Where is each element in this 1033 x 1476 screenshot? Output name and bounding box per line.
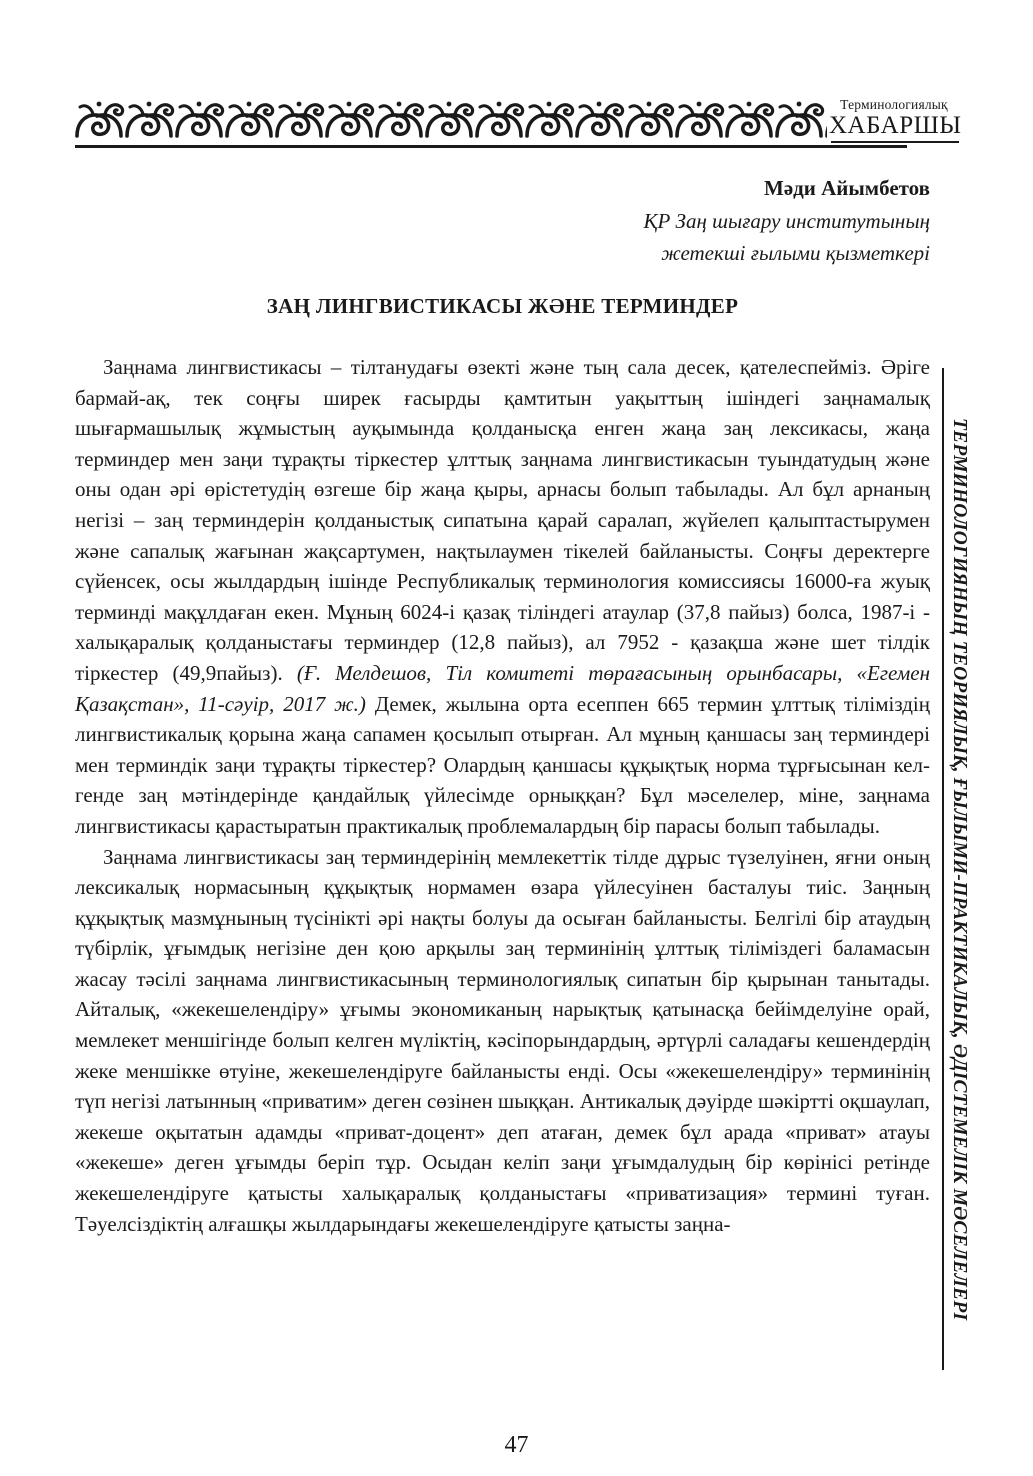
ornament-motif (327, 102, 373, 136)
affiliation-line-2: жетекші ғылыми қызметкері (661, 241, 930, 265)
ornament-motif (127, 102, 173, 136)
sidebar-section-title: ТЕРМИНОЛОГИЯНЫҢ ТЕОРИЯЛЫҚ, ҒЫЛЫМИ-ПРАКТИКАЛЫҚ, ӘДІСТЕМЕЛІК МӘСЕЛЕЛЕРІ (949, 417, 970, 1321)
section-sidebar (940, 368, 970, 1370)
paragraph-1-citation: (Ғ. Мелдешов, Тіл комитеті төрағасының орынбасары, «Егемен Қазақстан», 11-сәуір, 2017 ж.) (75, 660, 930, 716)
ornament-motif (277, 102, 323, 136)
journal-name-underline (831, 141, 959, 143)
author-name: Мәди Айымбетов (764, 176, 930, 200)
sidebar-rule (942, 368, 944, 1370)
paragraph-1-text-b: Демек, жылына орта есеппен 665 термин ұлттық тіліміздің лингвистикалық қорына жаңа сапамен қосылып отырған. Ал мұның қаншасы заң терминдері мен терминдік заңи тұрақты тіркестер? Олардың қаншасы құқықтық норма тұрғысынан келгенде заң мәтіндерінде қандайлық үйлесімде орныққан? Бұл мәселелер, міне, заңнама лингвистикасы қарастыратын практикалық проблемалардың бір парасы болып табылады. (75, 691, 930, 838)
article-body (75, 352, 930, 1239)
ornament-motif (427, 102, 473, 136)
paragraph-2: Заңнама лингвистикасы заң терминдерінің мемлекеттік тілде дұрыс түзелуінен, яғни оның лексикалық нормасының құқықтық нормамен өзара үйлесуінен басталуы тиіс. Заңның құқықтық мазмұнының түсінікті әрі нақты болуы да осыған байланысты. Белгілі бір атаудың түбірлік, ұғымдық негізіне ден қою арқылы заң терминінің ұлттық тіліміздегі баламасын жасау тәсілі заңнама лингвистикасының терминологиялық сипатын бір қырынан танытады. Айталық, «жекешелендіру» ұғымы экономиканың нарықтық қатынасқа бейімделуіне орай, мемлекет меншігінде болып келген мүліктің, кәсіпорындардың, әртүрлі саладағы кешендердің жеке меншікке өтуіне, жекешелендіруге байланысты енді. Осы «жекешелендіру» терминінің түп негізі латынның «приватим» деген сөзінен шыққан. Антикалық дәуірде шәкіртті оқшаулап, жекеше оқытатын адамды «приват-доцент» деп атаған, демек бұл арада «приват» атауы «жекеше» деген ұғымды беріп тұр. Осыдан келіп заңи ұғымдалудың бір көрінісі ретінде жекешелендіруге қатысты халықаралық қолданыстағы «приватизация» термині туған. Тәуелсіздіктің алғашқы жылдарындағы жекешелендіруге қатысты заңна- (75, 844, 930, 1236)
page-number: 47 (504, 1432, 529, 1458)
ornament-motif (727, 102, 773, 136)
ornament-motif (377, 102, 423, 136)
ornament-motif (677, 102, 723, 136)
ornament-motif (777, 102, 823, 136)
affiliation-line-1: ҚР Заң шығару институтының (643, 209, 930, 233)
ornament-motif (627, 102, 673, 136)
ornament-motif (527, 102, 573, 136)
paragraph-1-text-a: Заңнама лингвистикасы – тілтанудағы өзекті және тың сала десек, қателеспейміз. Әріге бармай-ақ, тек соңғы ширек ғасырды қамтитын уақыттың ішіндегі заңнамалық шығармашылық жұмыстың ауқымында қолданысқа енген жаңа заң лексикасы, жаңа терминдер мен заңи тұрақты тіркестер ұлттық заңнама лингвистикасын туындатудың және оны одан әрі өрістетудің өзгеше бір жаңа қыры, арнасы болып табылады. Ал бұл арнаның негізі – заң терминдерін қолданыстық сипатына қарай саралап, жүйелеп қалыптастырумен және сапалық жағынан жақсартумен, нақтылаумен тікелей байланысты. Соңғы деректерге сүйенсек, осы жылдардың ішінде Республикалық терминология комиссиясы 16000-ға жуық терминді мақұлдаған екен. Мұның 6024-і қазақ тіліндегі атаулар (37,8 пайыз) болса, 1987-і - халықаралық қолданыстағы терминдер (12,8 пайыз), ал 7952 - қазақша және шет тілдік тіркестер (49,9пайыз). (75, 355, 930, 685)
ornament-pattern (75, 96, 827, 142)
ornament-motif (227, 102, 273, 136)
paragraph-1 (75, 352, 930, 842)
journal-name-large: ХАБАРШЫ (829, 112, 962, 139)
journal-header (75, 96, 960, 156)
ornament-border (75, 96, 827, 142)
article-title: ЗАҢ ЛИНГВИСТИКАСЫ ЖӘНЕ ТЕРМИНДЕР (266, 294, 739, 318)
journal-name-small: Терминологиялық (840, 97, 948, 112)
header-rule (75, 145, 907, 148)
author-affiliation (510, 205, 930, 269)
ornament-motif (77, 102, 123, 136)
ornament-motif (477, 102, 523, 136)
ornament-motif (577, 102, 623, 136)
ornament-motif (177, 102, 223, 136)
